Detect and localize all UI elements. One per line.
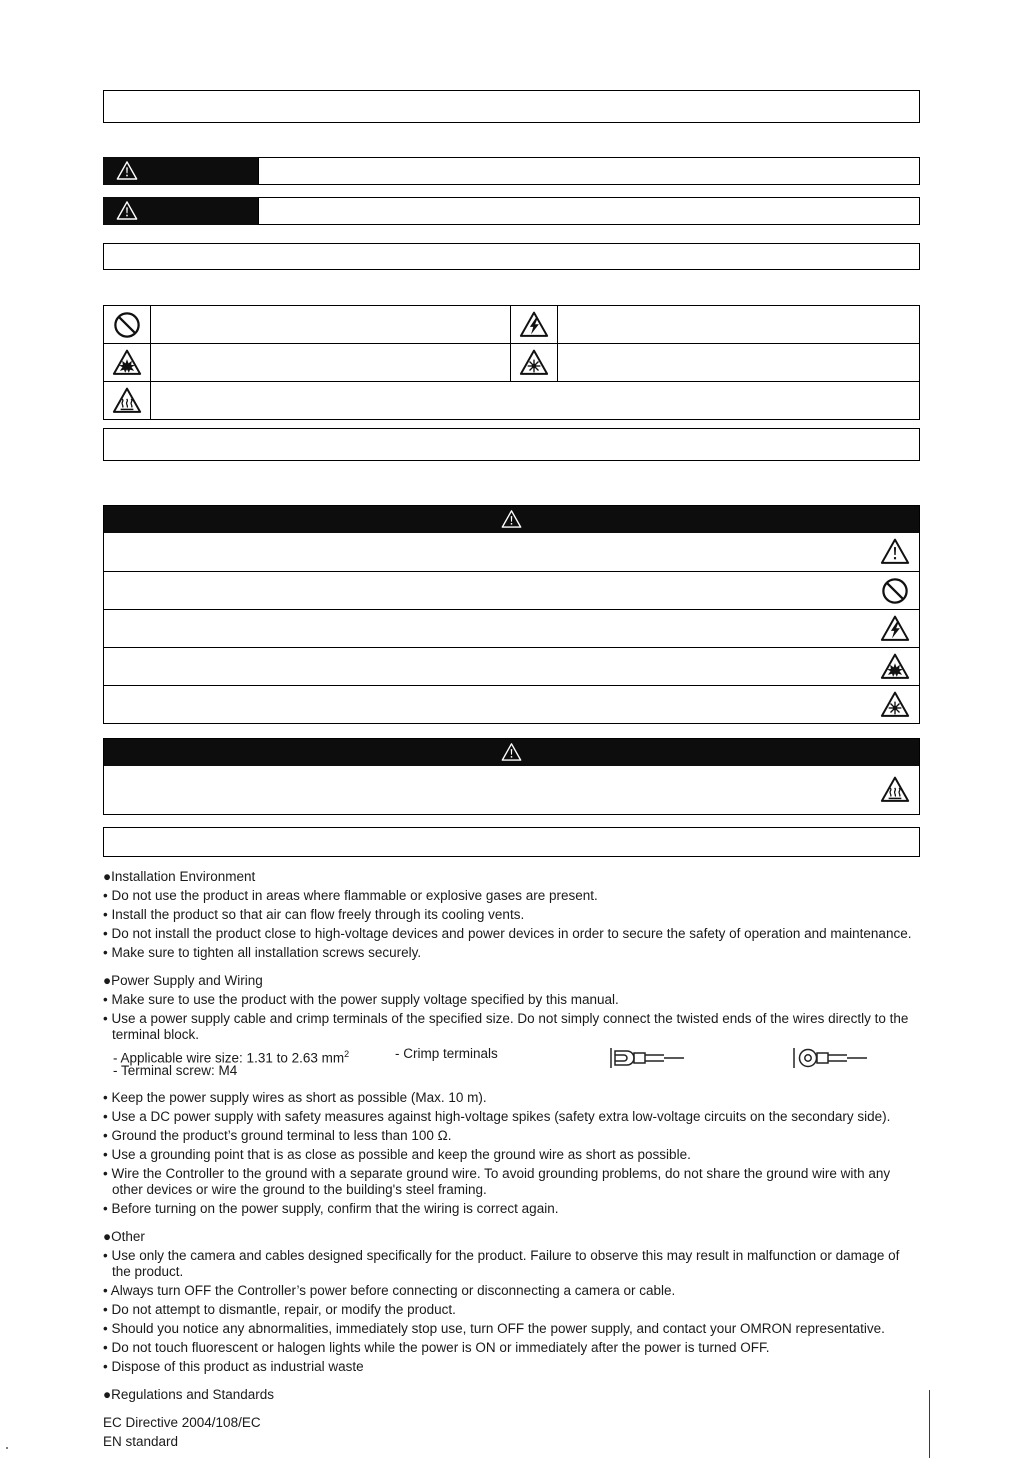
bullet-item: • Install the product so that air can flow freely through its cooling vents. bbox=[103, 907, 525, 922]
hot-surface-icon bbox=[112, 386, 142, 416]
regulation-line: EC Directive 2004/108/EC bbox=[103, 1415, 261, 1430]
bullet-item: • Use a grounding point that is as close as possible and keep the ground wire as short as possible. bbox=[103, 1147, 691, 1162]
warning-table-header bbox=[104, 506, 919, 533]
bullet-item: • Keep the power supply wires as short as possible (Max. 10 m). bbox=[103, 1090, 487, 1105]
caution-signal-row bbox=[103, 197, 920, 225]
legend-cell-explosion bbox=[104, 344, 151, 382]
bullet-item: • Do not touch fluorescent or halogen lights while the power is ON or immediately after the power is turned OFF. bbox=[103, 1340, 770, 1355]
regulation-line: EN standard bbox=[103, 1434, 179, 1449]
warning-signal-text-box bbox=[258, 157, 920, 185]
warning-signal-label-bar bbox=[103, 157, 258, 185]
legend-cell-prohibition bbox=[104, 306, 151, 344]
legend-row-1 bbox=[104, 306, 920, 344]
legend-row-3 bbox=[104, 382, 920, 420]
precaution-note-box bbox=[103, 827, 920, 857]
legend-text-laser bbox=[558, 344, 920, 382]
crimp-terminals-label: - Crimp terminals bbox=[395, 1046, 498, 1061]
bullet-item: • Before turning on the power supply, confirm that the wiring is correct again. bbox=[103, 1201, 559, 1216]
bullet-item: • Ground the product’s ground terminal to less than 100 Ω. bbox=[103, 1128, 452, 1143]
warning-row-electric-shock bbox=[104, 609, 919, 647]
legend-cell-laser bbox=[511, 344, 558, 382]
warning-icon bbox=[501, 742, 522, 763]
caution-table-header bbox=[104, 739, 919, 766]
warning-icon bbox=[880, 537, 910, 567]
bullet-item: • Use a power supply cable and crimp terminals of the specified size. Do not simply connect the twisted ends of the wires directly to the terminal block. bbox=[103, 1011, 909, 1042]
bullet-item: • Use a DC power supply with safety measures against high-voltage spikes (safety extra low-voltage circuits on the secondary side). bbox=[103, 1109, 891, 1124]
caution-signal-text-box bbox=[258, 197, 920, 225]
caution-row-hot-surface bbox=[104, 766, 919, 814]
page-content bbox=[103, 0, 920, 1450]
legend-cell-electric bbox=[511, 306, 558, 344]
warning-row-laser bbox=[104, 685, 919, 723]
bullet-item: • Make sure to tighten all installation screws securely. bbox=[103, 945, 422, 960]
bullet-item: • Wire the Controller to the ground with a separate ground wire. To avoid grounding problems, do not share the ground wire with any other devices or wire the ground to the building's steel framing. bbox=[103, 1166, 891, 1197]
precautions-text-block bbox=[103, 869, 920, 1450]
explosion-icon bbox=[112, 348, 142, 378]
warning-icon bbox=[501, 509, 522, 530]
laser-icon bbox=[519, 348, 549, 378]
legend-text-electric bbox=[558, 306, 920, 344]
wire-spec-lines bbox=[103, 1046, 920, 1083]
bullet-item: • Dispose of this product as industrial waste bbox=[103, 1359, 364, 1374]
legend-cell-hot bbox=[104, 382, 151, 420]
electric-shock-icon bbox=[880, 614, 910, 644]
symbol-legend-table bbox=[103, 305, 920, 420]
section-heading-installation: ●Installation Environment bbox=[103, 869, 256, 884]
section-heading-other: ●Other bbox=[103, 1229, 145, 1244]
bullet-item: • Do not use the product in areas where flammable or explosive gases are present. bbox=[103, 888, 598, 903]
prohibition-icon bbox=[112, 310, 142, 340]
warning-icon bbox=[116, 160, 138, 182]
bullet-item: • Make sure to use the product with the power supply voltage specified by this manual. bbox=[103, 992, 619, 1007]
warning-row-prohibition bbox=[104, 571, 919, 609]
legend-text-prohibition bbox=[151, 306, 511, 344]
electric-shock-icon bbox=[519, 310, 549, 340]
bullet-item: • Do not install the product close to high-voltage devices and power devices in order to secure the safety of operation and maintenance. bbox=[103, 926, 912, 941]
warning-signal-row bbox=[103, 157, 920, 185]
terminal-screw-text: - Terminal screw: M4 bbox=[113, 1063, 238, 1078]
warning-alert-table bbox=[103, 505, 920, 724]
wire-size-value: - Applicable wire size: 1.31 to 2.63 mm bbox=[113, 1050, 345, 1066]
bullet-item: • Do not attempt to dismantle, repair, or modify the product. bbox=[103, 1302, 456, 1317]
fork-terminal-diagram bbox=[608, 1046, 688, 1070]
warning-row-explosion bbox=[104, 647, 919, 685]
wire-size-superscript: 2 bbox=[344, 1049, 350, 1059]
section-heading-regulations: ●Regulations and Standards bbox=[103, 1387, 275, 1402]
stray-mark bbox=[6, 1447, 8, 1449]
legend-text-hot bbox=[151, 382, 920, 420]
legend-text-explosion bbox=[151, 344, 511, 382]
bullet-item: • Should you notice any abnormalities, immediately stop use, turn OFF the power supply, and contact your OMRON representative. bbox=[103, 1321, 885, 1336]
explosion-icon bbox=[880, 652, 910, 682]
alert-statement-note-box bbox=[103, 428, 920, 461]
bullet-item: • Always turn OFF the Controller’s power before connecting or disconnecting a camera or cable. bbox=[103, 1283, 676, 1298]
warning-icon bbox=[116, 200, 138, 222]
section-heading-power: ●Power Supply and Wiring bbox=[103, 973, 263, 988]
caution-signal-label-bar bbox=[103, 197, 258, 225]
warning-row-general bbox=[104, 533, 919, 571]
laser-icon bbox=[880, 690, 910, 720]
legend-row-2 bbox=[104, 344, 920, 382]
hot-surface-icon bbox=[880, 775, 910, 805]
page-crop-mark bbox=[929, 1390, 930, 1458]
notice-box-top bbox=[103, 90, 920, 123]
ring-terminal-diagram bbox=[791, 1046, 871, 1070]
bullet-item: • Use only the camera and cables designed specifically for the product. Failure to observe this may result in malfunction or damage of the product. bbox=[103, 1248, 900, 1279]
meaning-note-box bbox=[103, 243, 920, 270]
prohibition-icon bbox=[880, 576, 910, 606]
caution-alert-table bbox=[103, 738, 920, 815]
